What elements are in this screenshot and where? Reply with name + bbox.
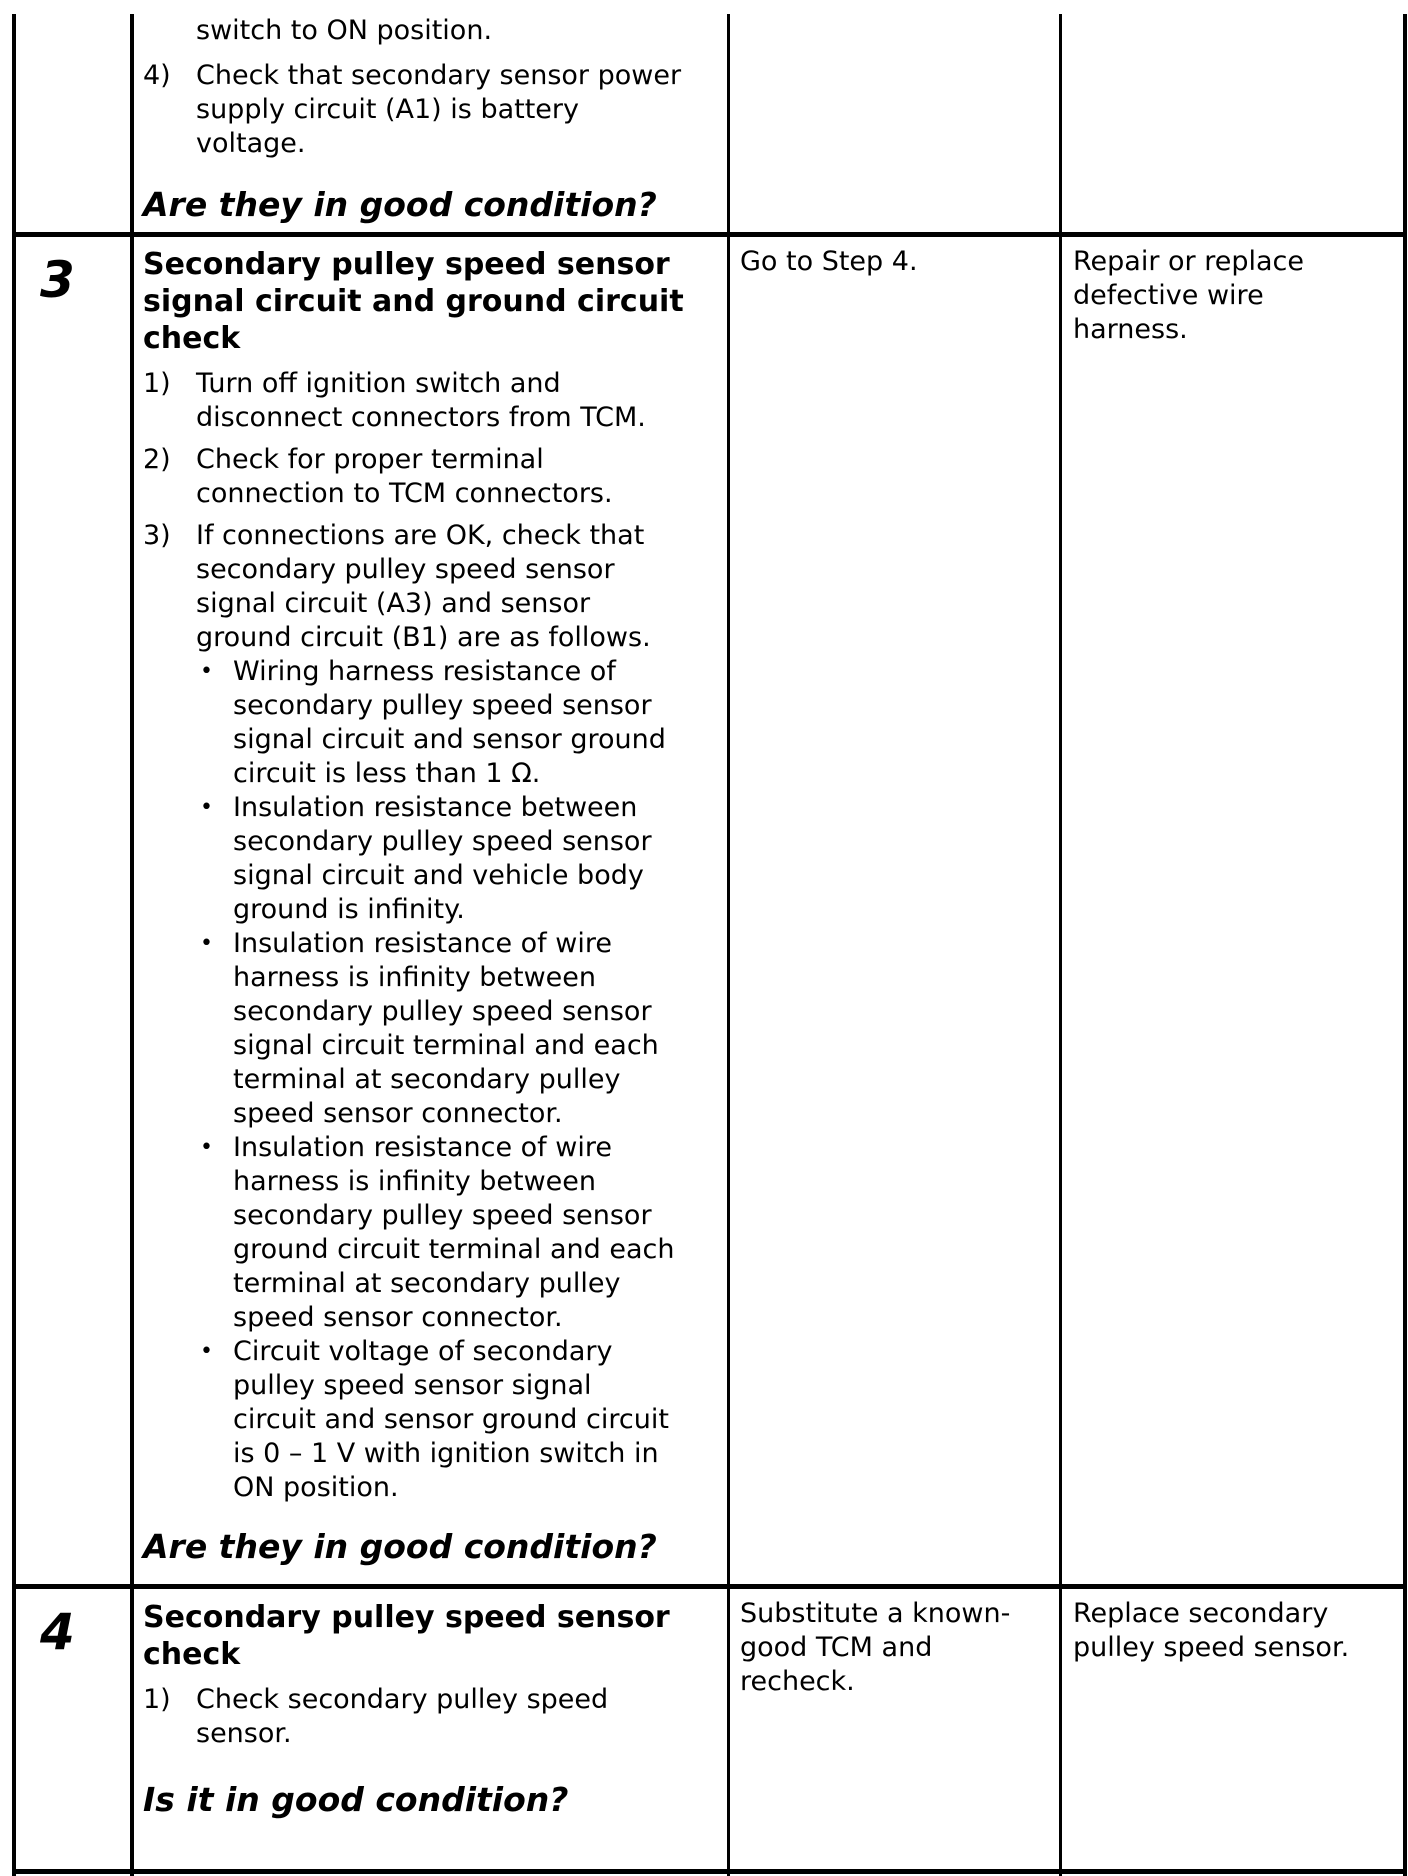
step-number: 4 <box>40 1603 75 1661</box>
yes-action: Go to Step 4. <box>740 246 918 277</box>
question-text: Are they in good condition? <box>143 185 657 224</box>
step-title: Secondary pulley speed sensor signal circuit and ground circuit check <box>143 247 684 356</box>
list-item-text: Check for proper terminal connection to TCM connectors. <box>196 444 613 509</box>
step-title: Secondary pulley speed sensor check <box>143 1600 670 1672</box>
no-action: Repair or replace defective wire harness. <box>1073 246 1304 345</box>
question-text: Are they in good condition? <box>143 1527 657 1566</box>
column-divider-step <box>130 14 134 1876</box>
column-divider-yes <box>727 14 730 1876</box>
bullet-icon: • <box>200 931 213 956</box>
bullet-item: Insulation resistance of wire harness is infinity between secondary pulley speed sensor ground circuit terminal and each terminal at secondary pulley speed sensor connector. <box>233 1132 675 1333</box>
bullet-item: Circuit voltage of secondary pulley speed sensor signal circuit and sensor ground circuit is 0 – 1 V with ignition switch in ON position. <box>233 1336 669 1503</box>
list-item-number: 1) <box>143 368 171 399</box>
list-item-number: 1) <box>143 1684 171 1715</box>
list-item-number: 2) <box>143 444 171 475</box>
bullet-icon: • <box>200 795 213 820</box>
row-divider-4 <box>12 1584 1407 1589</box>
bullet-icon: • <box>200 1339 213 1364</box>
no-action: Replace secondary pulley speed sensor. <box>1073 1598 1350 1663</box>
list-item-text: If connections are OK, check that secondary pulley speed sensor signal circuit (A3) and sensor ground circuit (B1) are as follows. <box>196 520 651 653</box>
list-item-text: Check secondary pulley speed sensor. <box>196 1684 609 1749</box>
step-number: 3 <box>40 251 75 309</box>
list-item-text: switch to ON position. <box>196 15 493 46</box>
bullet-icon: • <box>200 1135 213 1160</box>
list-item-text: Check that secondary sensor power supply circuit (A1) is battery voltage. <box>196 60 682 159</box>
row-divider-3 <box>12 232 1407 237</box>
list-item-number: 3) <box>143 520 171 551</box>
bullet-item: Insulation resistance between secondary pulley speed sensor signal circuit and vehicle body ground is infinity. <box>233 792 652 925</box>
bullet-item: Insulation resistance of wire harness is infinity between secondary pulley speed sensor signal circuit terminal and each terminal at secondary pulley speed sensor connector. <box>233 928 659 1129</box>
table-border-left <box>12 14 16 1876</box>
question-text: Is it in good condition? <box>143 1780 569 1819</box>
list-item-text: Turn off ignition switch and disconnect connectors from TCM. <box>196 368 646 433</box>
bullet-icon: • <box>200 659 213 684</box>
column-divider-no <box>1059 14 1062 1876</box>
bullet-item: Wiring harness resistance of secondary pulley speed sensor signal circuit and sensor ground circuit is less than 1 Ω. <box>233 656 666 789</box>
table-border-right <box>1403 14 1407 1876</box>
list-item-number: 4) <box>143 60 171 91</box>
table-border-bottom <box>12 1869 1407 1874</box>
yes-action: Substitute a known- good TCM and recheck. <box>740 1598 1011 1697</box>
